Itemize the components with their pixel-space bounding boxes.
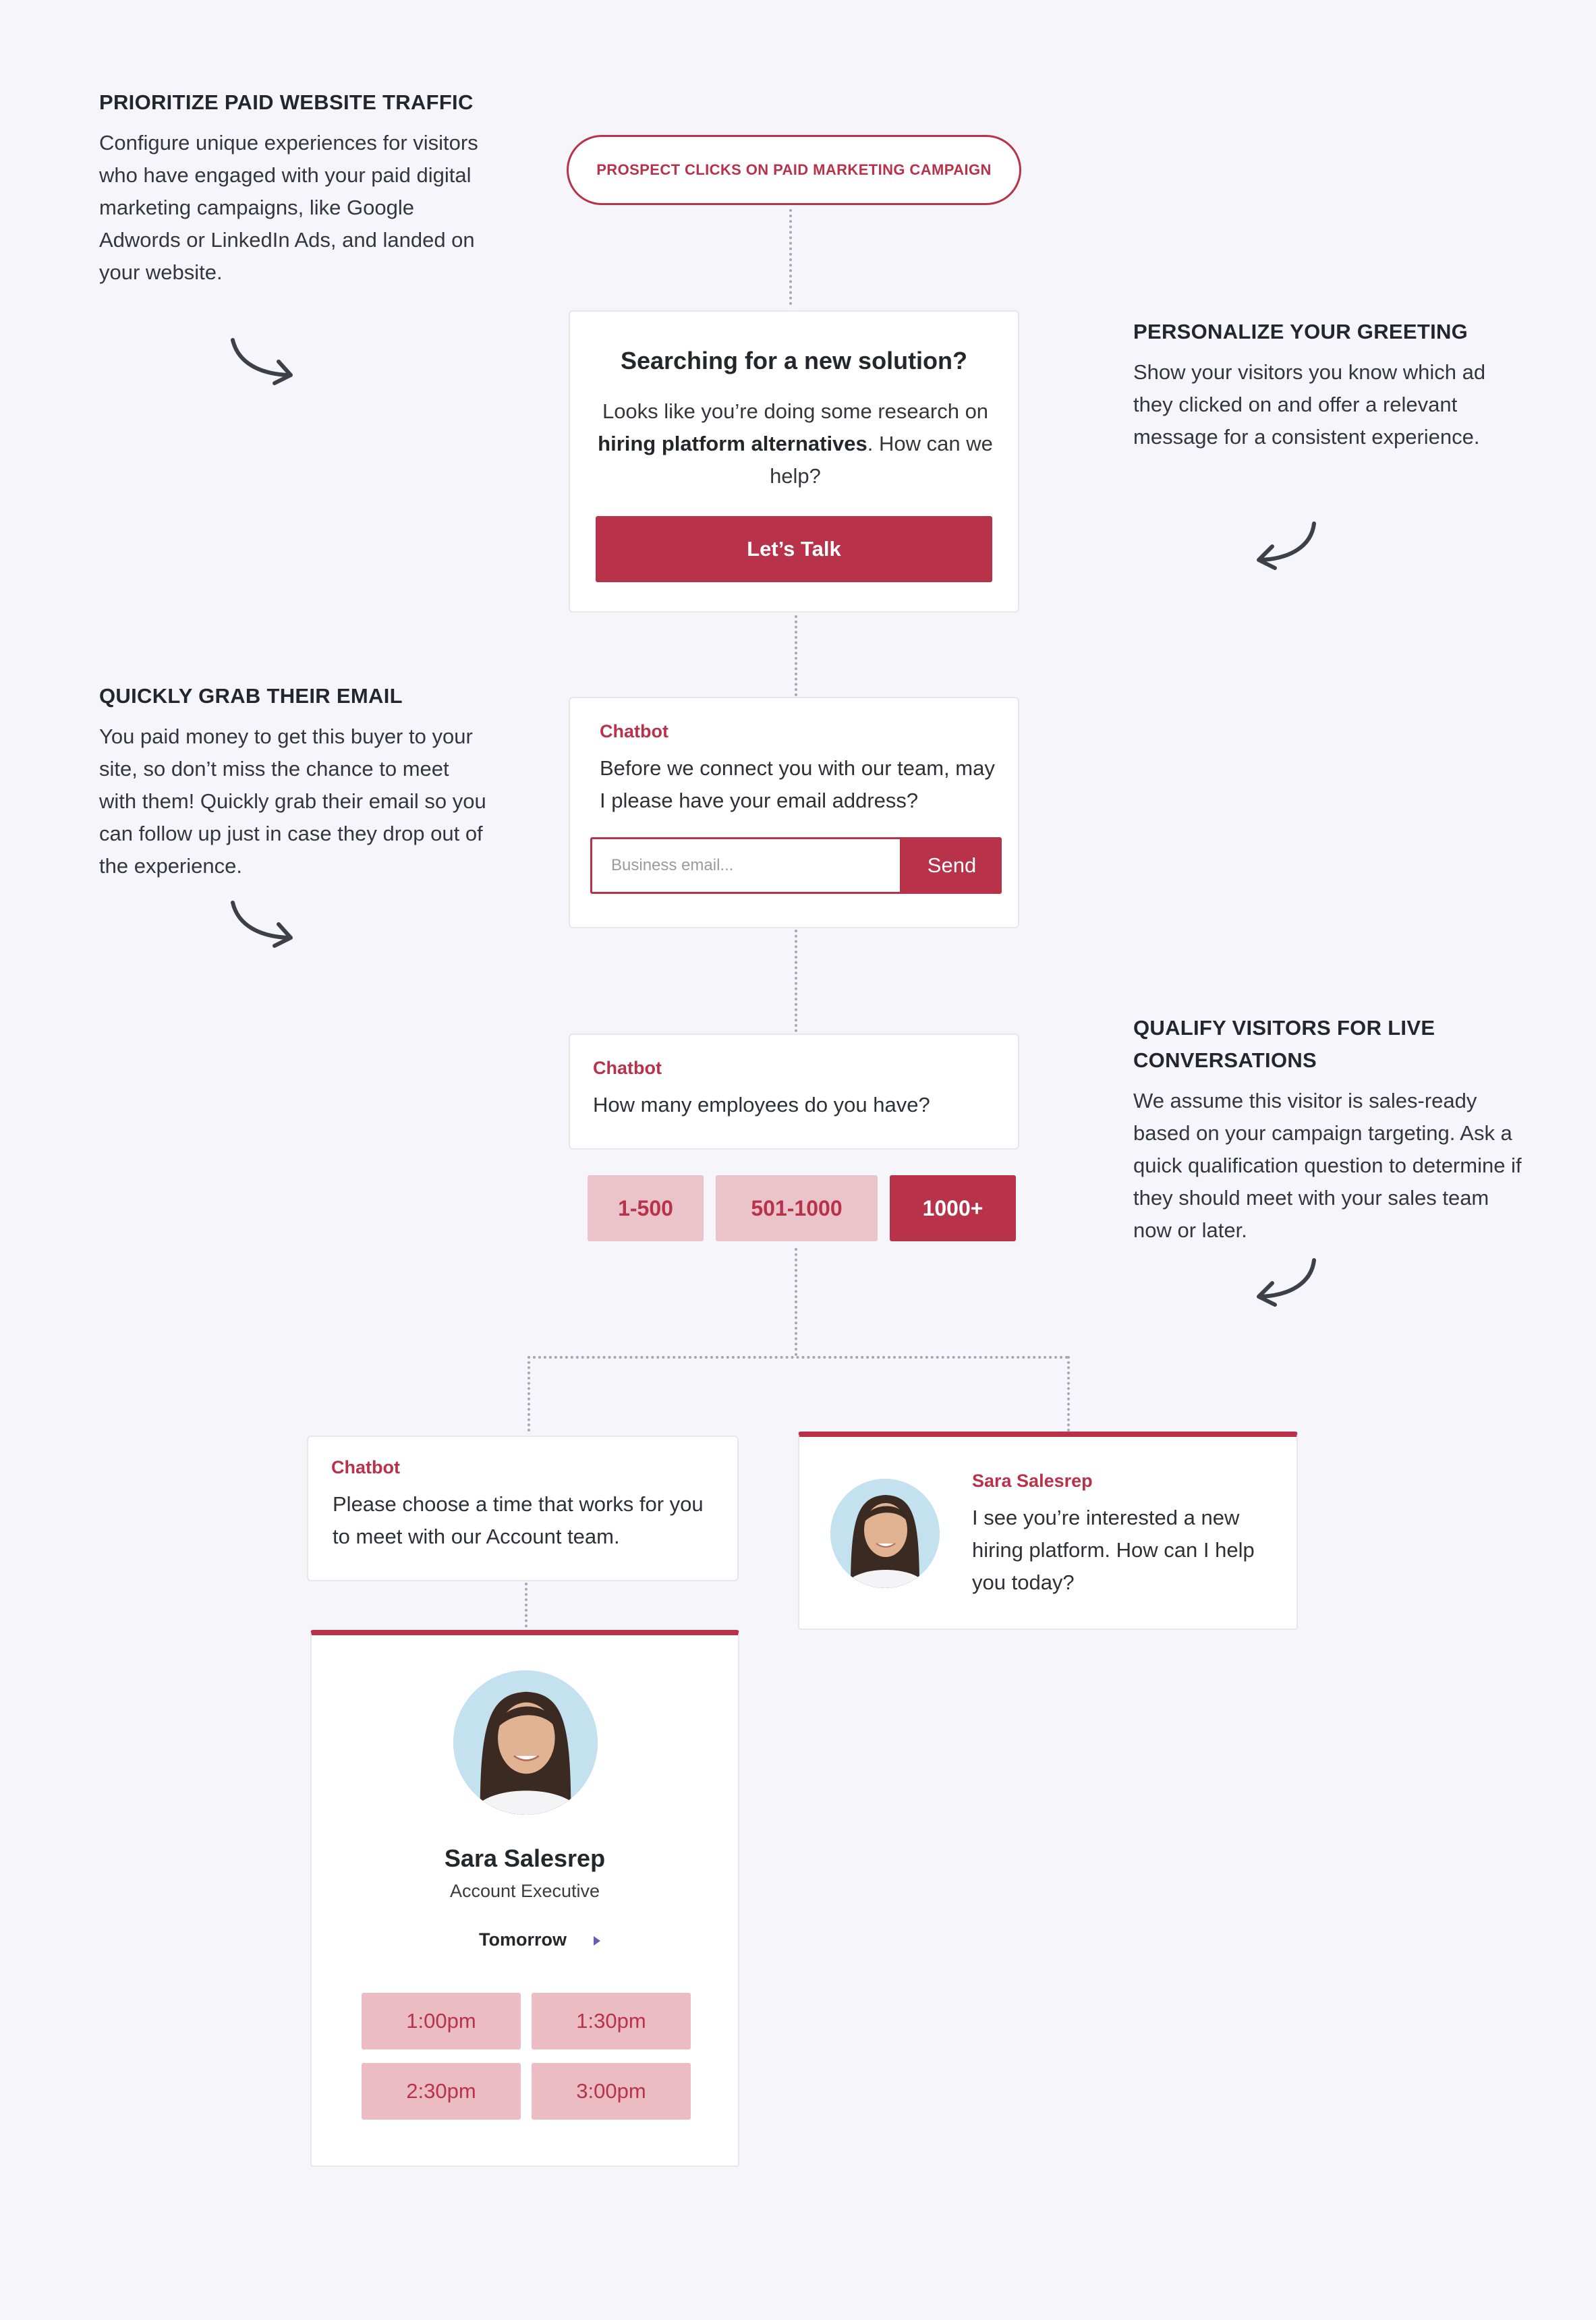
note-title: QUICKLY GRAB THEIR EMAIL — [99, 684, 403, 708]
note-body: Configure unique experiences for visitors who have engaged with your paid digital marketing campaigns, like Google Adwords or LinkedIn Ads, and landed on your website. — [99, 131, 478, 284]
calendar-role: Account Executive — [449, 1881, 600, 1901]
connector-email-employees — [795, 930, 797, 1032]
connector-greeting-email — [795, 615, 797, 696]
curved-arrow-left-icon — [1249, 1256, 1323, 1310]
send-button[interactable]: Send — [902, 837, 1002, 894]
note-email — [99, 680, 490, 882]
note-body: Show your visitors you know which ad they clicked on and offer a relevant message for a consistent experience. — [1133, 360, 1486, 449]
greeting-body-highlight: hiring platform alternatives — [598, 432, 867, 455]
note-paid-traffic — [99, 86, 484, 289]
connector-schedule-calendar — [525, 1583, 528, 1633]
calendar-day[interactable]: Tomorrow — [479, 1929, 567, 1950]
connector-employees-split — [795, 1248, 797, 1356]
calendar-name: Sara Salesrep — [444, 1844, 606, 1872]
business-email-input[interactable]: Business email... — [590, 837, 902, 894]
greeting-body-text-end: . How can we help? — [770, 432, 993, 488]
greeting-body-text: Looks like you’re doing some research on — [602, 399, 989, 423]
time-slot[interactable]: 1:30pm — [532, 1993, 691, 2049]
curved-arrow-left-icon — [1249, 519, 1323, 573]
time-slot[interactable]: 2:30pm — [362, 2063, 521, 2120]
time-slot[interactable]: 1:00pm — [362, 1993, 521, 2049]
salesrep-portrait-icon — [453, 1670, 598, 1815]
note-title: PERSONALIZE YOUR GREETING — [1133, 320, 1469, 343]
chatbot-message: Before we connect you with our team, may I please have your email address? — [600, 756, 995, 812]
live-chat-card — [798, 1432, 1298, 1630]
option-1000-plus[interactable]: 1000+ — [890, 1175, 1016, 1241]
curved-arrow-right-icon — [226, 899, 300, 953]
chevron-right-icon[interactable] — [592, 1935, 602, 1947]
connector-start-greeting — [789, 209, 792, 305]
note-greeting — [1133, 316, 1511, 453]
salesrep-name: Sara Salesrep — [972, 1471, 1093, 1491]
chatbot-label: Chatbot — [331, 1457, 400, 1477]
chatbot-message: Please choose a time that works for you to meet with our Account team. — [333, 1492, 704, 1548]
salesrep-message: I see you’re interested a new hiring platform. How can I help you today? — [972, 1506, 1255, 1594]
note-qualify — [1133, 1012, 1524, 1247]
employees-card — [569, 1034, 1019, 1150]
note-title: QUALIFY VISITORS FOR LIVE CONVERSATIONS — [1133, 1016, 1435, 1072]
avatar — [453, 1670, 598, 1815]
note-body: We assume this visitor is sales-ready based on your campaign targeting. Ask a quick qualification question to determine if they should meet with your sales team now or later. — [1133, 1089, 1522, 1242]
chatbot-message: How many employees do you have? — [593, 1093, 930, 1116]
note-title: PRIORITIZE PAID WEBSITE TRAFFIC — [99, 90, 474, 114]
curved-arrow-right-icon — [226, 336, 300, 390]
greeting-body — [597, 395, 994, 492]
chatbot-label: Chatbot — [593, 1058, 662, 1078]
avatar — [830, 1479, 940, 1588]
email-card — [569, 697, 1019, 928]
start-pill: PROSPECT CLICKS ON PAID MARKETING CAMPAIGN — [567, 135, 1021, 205]
connector-split-left — [528, 1356, 530, 1432]
greeting-card — [569, 310, 1019, 613]
note-body: You paid money to get this buyer to your site, so don’t miss the chance to meet with them! Quickly grab their email so you can follow up just in case they drop out of the experience. — [99, 725, 486, 878]
salesrep-portrait-icon — [830, 1479, 940, 1588]
schedule-card — [307, 1436, 739, 1581]
option-501-1000[interactable]: 501-1000 — [716, 1175, 878, 1241]
time-slot[interactable]: 3:00pm — [532, 2063, 691, 2120]
calendar-card — [310, 1630, 739, 2167]
lets-talk-button[interactable]: Let’s Talk — [596, 516, 992, 582]
option-1-500[interactable]: 1-500 — [588, 1175, 704, 1241]
greeting-title: Searching for a new solution? — [620, 347, 968, 374]
connector-split-horizontal — [528, 1356, 1068, 1359]
chatbot-label: Chatbot — [600, 721, 668, 741]
connector-split-right — [1067, 1356, 1070, 1432]
